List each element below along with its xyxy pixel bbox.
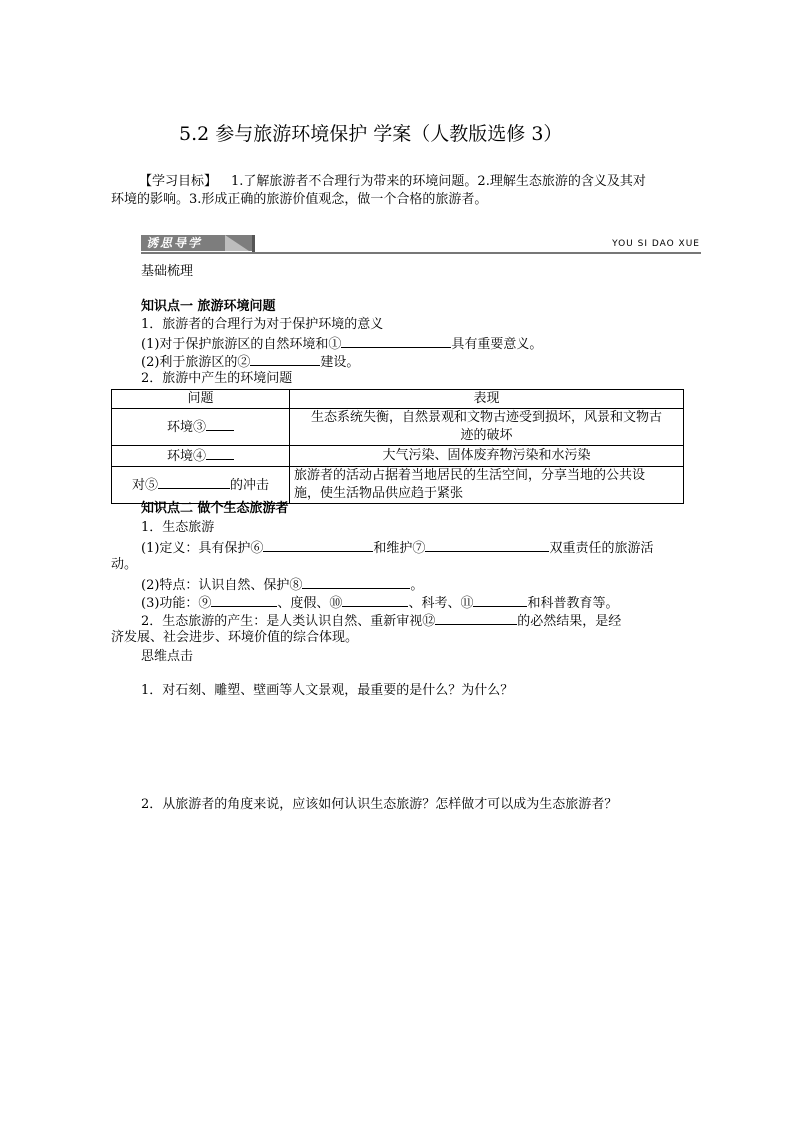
table-row xyxy=(112,409,684,446)
objectives-line-2: 环境的影响。3.形成正确的旅游价值观念，做一个合格的旅游者。 xyxy=(111,192,488,207)
blank-7[interactable] xyxy=(425,538,549,552)
header-expression: 表现 xyxy=(290,390,684,409)
kp1-item1a xyxy=(141,334,542,354)
kp1-item1b xyxy=(141,352,359,372)
kp2-functions: (3)功能：⑨ 、度假、⑩ 、科考、⑪ 和科普教育等。 xyxy=(141,593,618,613)
blank-2[interactable] xyxy=(250,352,320,366)
objectives-text-1: 1.了解旅游者不合理行为带来的环境问题。2.理解生态旅游的含义及其对 xyxy=(231,174,646,189)
blank-5[interactable] xyxy=(158,475,230,489)
row2-expression: 大气污染、固体废弃物污染和水污染 xyxy=(290,446,684,467)
table-row xyxy=(112,446,684,467)
kp2-definition-cont: 动。 xyxy=(111,557,138,572)
kp1-item1a-post: 具有重要意义。 xyxy=(451,337,543,352)
kp1-item2: 2．旅游中产生的环境问题 xyxy=(141,371,293,386)
row3-problem: 对⑤ 的冲击 xyxy=(112,467,290,504)
blank-4[interactable] xyxy=(206,446,234,460)
blank-11[interactable] xyxy=(473,593,527,607)
section-think: 思维点击 xyxy=(141,649,194,664)
section-basic: 基础梳理 xyxy=(141,264,194,279)
table-header-row xyxy=(112,390,684,409)
banner-divider xyxy=(252,235,255,253)
blank-1[interactable] xyxy=(341,334,451,348)
banner-title: 诱思导学 xyxy=(146,236,203,250)
kp2-heading: 知识点二 做个生态旅游者 xyxy=(141,501,289,516)
objectives-line-1 xyxy=(139,173,646,191)
row2-problem: 环境④ xyxy=(112,446,290,467)
kp1-item1b-pre: (2)利于旅游区的② xyxy=(141,355,251,370)
kp2-item1: 1．生态旅游 xyxy=(141,520,215,535)
kp1-item1b-post: 建设。 xyxy=(320,355,360,370)
kp1-heading: 知识点一 旅游环境问题 xyxy=(141,299,276,314)
row3-expression: 旅游者的活动占据着当地居民的生活空间，分享当地的公共设 施，使生活物品供应趋于紧张 xyxy=(290,467,684,504)
blank-10[interactable] xyxy=(342,593,408,607)
row1-problem: 环境③ xyxy=(112,409,290,446)
environment-problems-table xyxy=(111,389,684,504)
blank-6[interactable] xyxy=(263,538,373,552)
page-title: 5.2 参与旅游环境保护 学案（人教版选修 3） xyxy=(179,123,563,145)
kp1-item1: 1．旅游者的合理行为对于保护环境的意义 xyxy=(141,317,384,332)
question-2: 2．从旅游者的角度来说，应该如何认识生态旅游？怎样做才可以成为生态旅游者？ xyxy=(141,797,618,812)
blank-12[interactable] xyxy=(435,611,517,625)
blank-9[interactable] xyxy=(211,593,277,607)
kp2-features: (2)特点：认识自然、保护⑧ 。 xyxy=(141,575,423,595)
question-1: 1．对石刻、雕塑、壁画等人文景观，最重要的是什么？为什么？ xyxy=(141,683,514,698)
table-row xyxy=(112,467,684,504)
banner-english: YOU SI DAO XUE xyxy=(612,239,700,249)
banner-rule xyxy=(141,252,701,254)
kp1-item1a-pre: (1)对于保护旅游区的自然环境和① xyxy=(141,337,342,352)
kp2-definition: (1)定义：具有保护⑥ 和维护⑦ 双重责任的旅游活 xyxy=(141,538,653,558)
kp2-item2: 2．生态旅游的产生：是人类认识自然、重新审视⑫ 的必然结果，是经 xyxy=(141,611,621,631)
kp2-item2-cont: 济发展、社会进步、环境价值的综合体现。 xyxy=(111,630,359,645)
objectives-label: 【学习目标】 xyxy=(139,174,218,189)
blank-8[interactable] xyxy=(302,575,410,589)
row1-expression: 生态系统失衡，自然景观和文物古迹受到损坏，风景和文物古 迹的破坏 xyxy=(290,409,684,446)
blank-3[interactable] xyxy=(206,417,234,431)
header-problem: 问题 xyxy=(112,390,290,409)
